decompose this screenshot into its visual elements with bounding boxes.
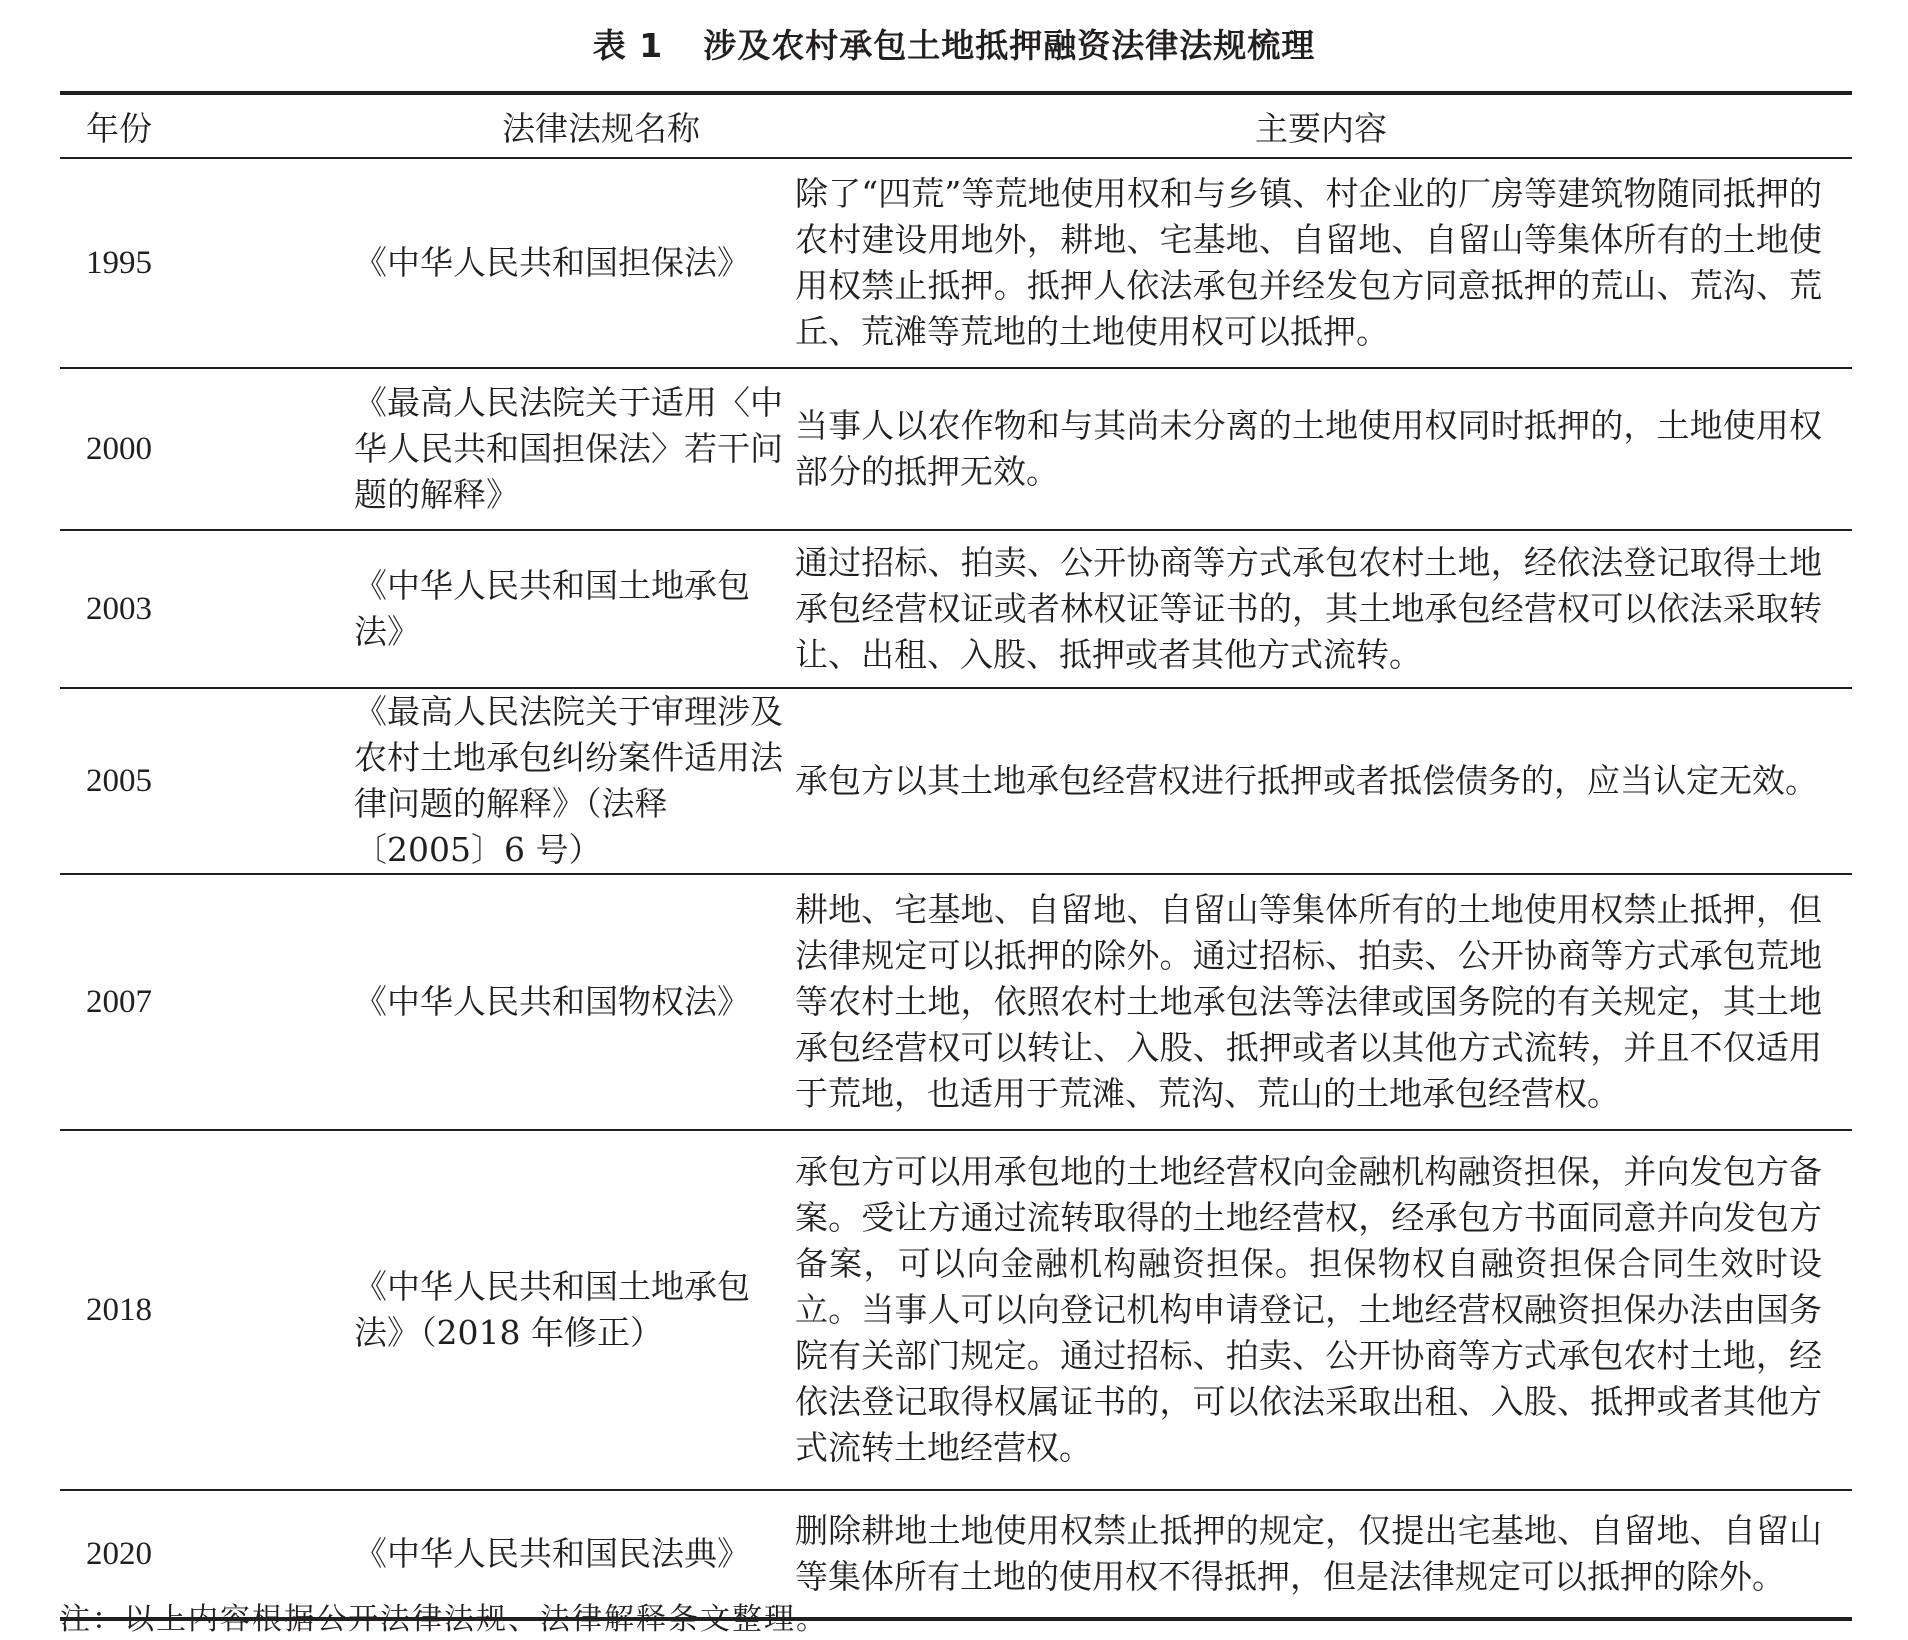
row-content: 承包方以其土地承包经营权进行抵押或者抵偿债务的，应当认定无效。	[795, 688, 1852, 874]
row-law-name: 《最高人民法院关于审理涉及农村土地承包纠纷案件适用法律问题的解释》（法释〔2005〕6 号）	[202, 688, 795, 874]
row-year: 1995	[60, 158, 202, 368]
table-row	[60, 530, 1852, 688]
table-number: 表 1	[592, 26, 664, 65]
table-row	[60, 874, 1852, 1130]
row-content: 删除耕地土地使用权禁止抵押的规定，仅提出宅基地、自留地、自留山等集体所有土地的使用权不得抵押，但是法律规定可以抵押的除外。	[795, 1511, 1822, 1596]
row-year: 2003	[60, 530, 202, 688]
header-main-content: 主要内容	[795, 93, 1852, 158]
row-law-name: 《最高人民法院关于适用〈中华人民共和国担保法〉若干问题的解释》	[202, 368, 795, 530]
row-content: 耕地、宅基地、自留地、自留山等集体所有的土地使用权禁止抵押，但法律规定可以抵押的除外。通过招标、拍卖、公开协商等方式承包荒地等农村土地，依照农村土地承包法等法律或国务院的有关规定，其土地承包经营权可以转让、入股、抵押或者以其他方式流转，并且不仅适用于荒地，也适用于荒滩、荒沟、荒山的土地承包经营权。	[795, 874, 1852, 1130]
row-content: 承包方可以用承包地的土地经营权向金融机构融资担保，并向发包方备案。受让方通过流转取得的土地经营权，经承包方书面同意并向发包方备案，可以向金融机构融资担保。担保物权自融资担保合同生效时设立。当事人可以向登记机构申请登记，土地经营权融资担保办法由国务院有关部门规定。通过招标、拍卖、公开协商等方式承包农村土地，经依法登记取得权属证书的，可以依法采取出租、入股、抵押或者其他方式流转土地经营权。	[795, 1130, 1852, 1490]
header-row	[60, 93, 1852, 158]
table-title	[0, 22, 1908, 70]
row-year: 2000	[60, 368, 202, 530]
row-year: 2018	[60, 1130, 202, 1490]
row-law-name: 《中华人民共和国土地承包法》（2018 年修正）	[202, 1130, 795, 1490]
row-law-name: 《中华人民共和国物权法》	[202, 874, 795, 1130]
row-content: 通过招标、拍卖、公开协商等方式承包农村土地，经依法登记取得土地承包经营权证或者林权证等证书的，其土地承包经营权可以依法采取转让、出租、入股、抵押或者其他方式流转。	[795, 530, 1852, 688]
table-note: 注：以上内容根据公开法律法规、法律解释条文整理。	[60, 1602, 828, 1637]
row-year: 2007	[60, 874, 202, 1130]
table-row	[60, 688, 1852, 874]
row-year: 2005	[60, 688, 202, 874]
row-law-name: 《中华人民共和国土地承包法》	[202, 530, 795, 688]
table-row	[60, 158, 1852, 368]
table-row	[60, 368, 1852, 530]
row-law-name: 《中华人民共和国民法典》	[354, 1534, 750, 1573]
row-law-name: 《中华人民共和国担保法》	[202, 158, 795, 368]
law-table	[60, 91, 1852, 1621]
table-row	[60, 1130, 1852, 1490]
row-year: 2020	[86, 1536, 152, 1572]
row-content: 除了“四荒”等荒地使用权和与乡镇、村企业的厂房等建筑物随同抵押的农村建设用地外，耕地、宅基地、自留地、自留山等集体所有的土地使用权禁止抵押。抵押人依法承包并经发包方同意抵押的荒山、荒沟、荒丘、荒滩等荒地的土地使用权可以抵押。	[795, 158, 1852, 368]
table-title-text: 涉及农村承包土地抵押融资法律法规梳理	[703, 26, 1316, 65]
header-year: 年份	[60, 93, 202, 158]
header-law-name: 法律法规名称	[202, 93, 795, 158]
row-content: 当事人以农作物和与其尚未分离的土地使用权同时抵押的，土地使用权部分的抵押无效。	[795, 368, 1852, 530]
